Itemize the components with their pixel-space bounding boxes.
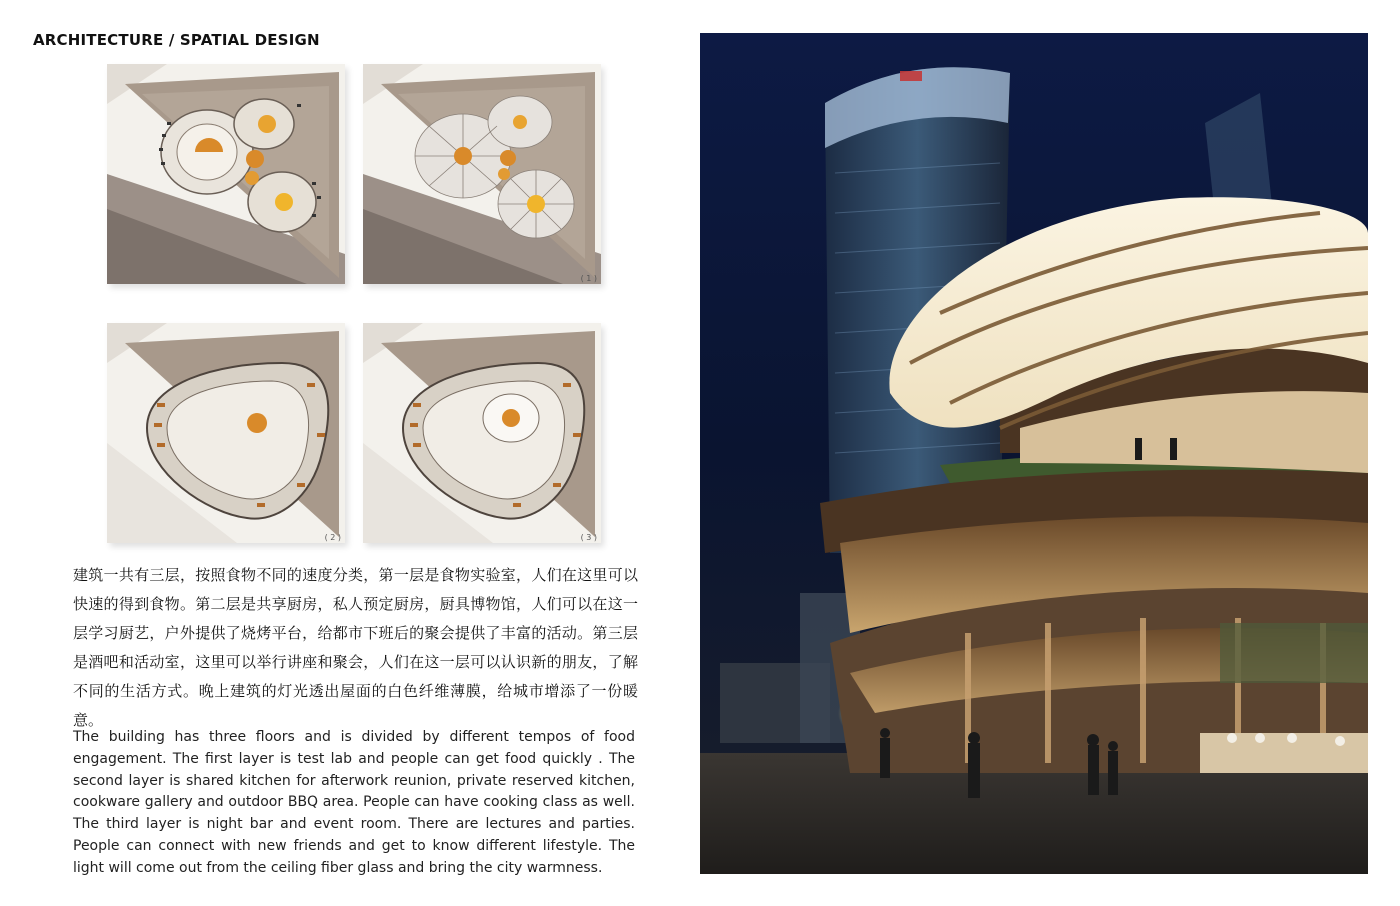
night-rendering-image [700,33,1368,874]
floor-plan-ground-model [107,64,345,284]
plan-caption-3: ( 3 ) [580,533,597,542]
floor-plan-second-model [107,323,345,543]
floor-plan-third-model [363,323,601,543]
floor-plan-roof-model [363,64,601,284]
section-title: ARCHITECTURE / SPATIAL DESIGN [33,31,320,49]
plan-caption-1: ( 1 ) [580,274,597,283]
plan-caption-2: ( 2 ) [324,533,341,542]
description-chinese: 建筑一共有三层，按照食物不同的速度分类，第一层是食物实验室，人们在这里可以快速的得到食物。第二层是共享厨房，私人预定厨房，厨具博物馆，人们可以在这一层学习厨艺，户外提供了烧烤平台，给都市下班后的聚会提供了丰富的活动。第三层是酒吧和活动室，这里可以举行讲座和聚会，人们在这一层可以认识新的朋友，了解不同的生活方式。晚上建筑的灯光透出屋面的白色纤维薄膜，给城市增添了一份暖意。 [73,566,638,729]
description-english: The building has three floors and is divided by different tempos of food engagement. The first layer is test lab and people can get food quickly . The second layer is shared kitchen for afterwork reunion, private reserved kitchen, cookware gallery and outdoor BBQ area. People can have cooking class as well. The third layer is night bar and event room. There are lectures and parties. People can connect with new friends and get to know different lifestyle. The light will come out from the ceiling fiber glass and bring the city warmness. [73,729,635,876]
